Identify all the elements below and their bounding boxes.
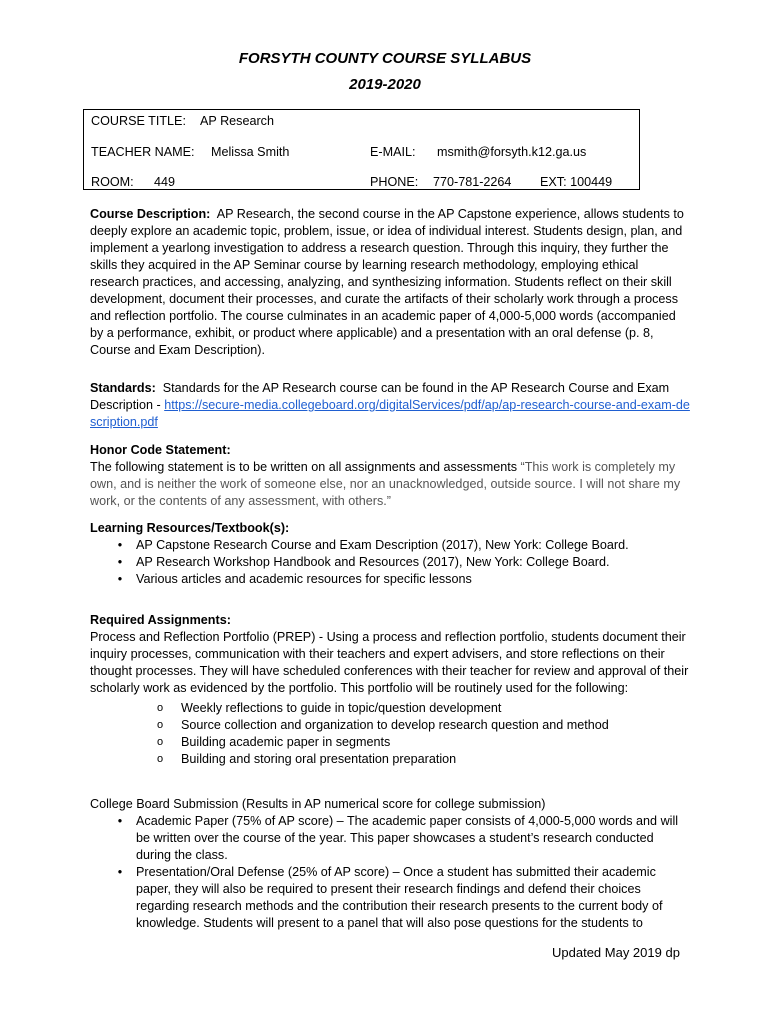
standards-text: Standards for the AP Research course can be found in the AP Research Course and Exam Description - (90, 381, 670, 412)
email-label: E-MAIL: (370, 145, 416, 159)
list-item: • Various articles and academic resources for specific lessons (90, 571, 690, 588)
course-description-heading: Course Description: (90, 207, 211, 221)
list-item: • AP Research Workshop Handbook and Resources (2017), New York: College Board. (90, 554, 690, 571)
phone-label: PHONE: (370, 175, 419, 189)
required-assignments-text: Process and Reflection Portfolio (PREP) - Using a process and reflection portfolio, students document their inquiry processes, communication with their teachers and expert advisers, and store reflections on their thought processes. They will have scheduled conferences with their teacher for review and approval of their scholarly work as evidenced by the portfolio. This portfolio will be routinely used for the following: (90, 630, 689, 695)
resources-section (90, 520, 690, 588)
submission-heading: College Board Submission (Results in AP numerical score for college submission) (90, 797, 546, 811)
honor-code-quote: “This work is completely my own, and is neither the work of someone else, nor an unacknowledged, outside source. I will not share my work, or the contents of any assessment, with others.” (90, 460, 681, 508)
course-title-label: COURSE TITLE: (91, 114, 186, 128)
list-item: o Weekly reflections to guide in topic/question development (157, 701, 502, 715)
college-board-submission-section (90, 796, 690, 932)
course-title-value: AP Research (200, 114, 274, 128)
list-item: o Building academic paper in segments (157, 735, 391, 749)
required-assignments-heading: Required Assignments: (90, 613, 231, 627)
course-description-section (90, 206, 690, 359)
list-item: o Source collection and organization to develop research question and method (157, 718, 609, 732)
circle-bullet-icon: o (157, 702, 164, 714)
circle-bullet-icon: o (157, 719, 164, 731)
bullet-icon: • (117, 814, 123, 828)
bullet-icon: • (117, 572, 123, 586)
room-label: ROOM: (91, 175, 134, 189)
standards-section (90, 380, 690, 431)
teacher-name-value: Melissa Smith (211, 145, 290, 159)
page-footer: Updated May 2019 dp (552, 945, 680, 960)
email-value: msmith@forsyth.k12.ga.us (437, 145, 587, 159)
list-item: • Presentation/Oral Defense (25% of AP score) – Once a student has submitted their academic paper, they will also be required to present their research findings and defend their choices regarding research methods and the contribution their research presents to the current body of knowledge. Students will present to a panel that will also pose questions for the students to (90, 864, 690, 932)
resources-heading: Learning Resources/Textbook(s): (90, 521, 290, 535)
extension-value: EXT: 100449 (540, 175, 613, 189)
course-description-text: AP Research, the second course in the AP Capstone experience, allows students to deeply explore an academic topic, problem, issue, or idea of individual interest. Students design, plan, and implement a yearlong investigation to address a research question. Through this inquiry, they further the skills they acquired in the AP Seminar course by learning research methodology, employing ethical research practices, and accessing, analyzing, and synthesizing information. Students reflect on their skill development, document their processes, and curate the artifacts of their scholarly work through a process and reflection portfolio. The course culminates in an academic paper of 4,000-5,000 words (accompanied by a performance, exhibit, or product where applicable) and a presentation with an oral defense (p. 8, Course and Exam Description). (90, 207, 684, 357)
course-info-box (83, 109, 640, 190)
standards-link[interactable]: https://secure-media.collegeboard.org/digitalServices/pdf/ap/ap-research-course-and-exam-description.pdf (90, 398, 690, 429)
teacher-name-label: TEACHER NAME: (91, 145, 195, 159)
resources-list (90, 537, 690, 588)
honor-code-section (90, 442, 690, 510)
room-value: 449 (154, 175, 176, 189)
list-item: • AP Capstone Research Course and Exam Description (2017), New York: College Board. (90, 537, 690, 554)
honor-code-intro: The following statement is to be written on all assignments and assessments (90, 460, 521, 474)
bullet-icon: • (117, 538, 123, 552)
document-title: FORSYTH COUNTY COURSE SYLLABUS (238, 50, 532, 67)
circle-bullet-icon: o (157, 753, 164, 765)
phone-value: 770-781-2264 (433, 175, 512, 189)
circle-bullet-icon: o (157, 736, 164, 748)
standards-heading: Standards: (90, 381, 156, 395)
list-item: o Building and storing oral presentation preparation (157, 752, 457, 766)
bullet-icon: • (117, 555, 123, 569)
portfolio-uses-list (90, 700, 690, 768)
submission-list (90, 813, 690, 932)
honor-code-heading: Honor Code Statement: (90, 443, 231, 457)
required-assignments-section (90, 612, 690, 768)
list-item: • Academic Paper (75% of AP score) – The academic paper consists of 4,000-5,000 words and will be written over the course of the year. This paper showcases a student’s research conducted during the class. (90, 813, 690, 864)
bullet-icon: • (117, 865, 123, 879)
school-year: 2019-2020 (349, 76, 421, 93)
